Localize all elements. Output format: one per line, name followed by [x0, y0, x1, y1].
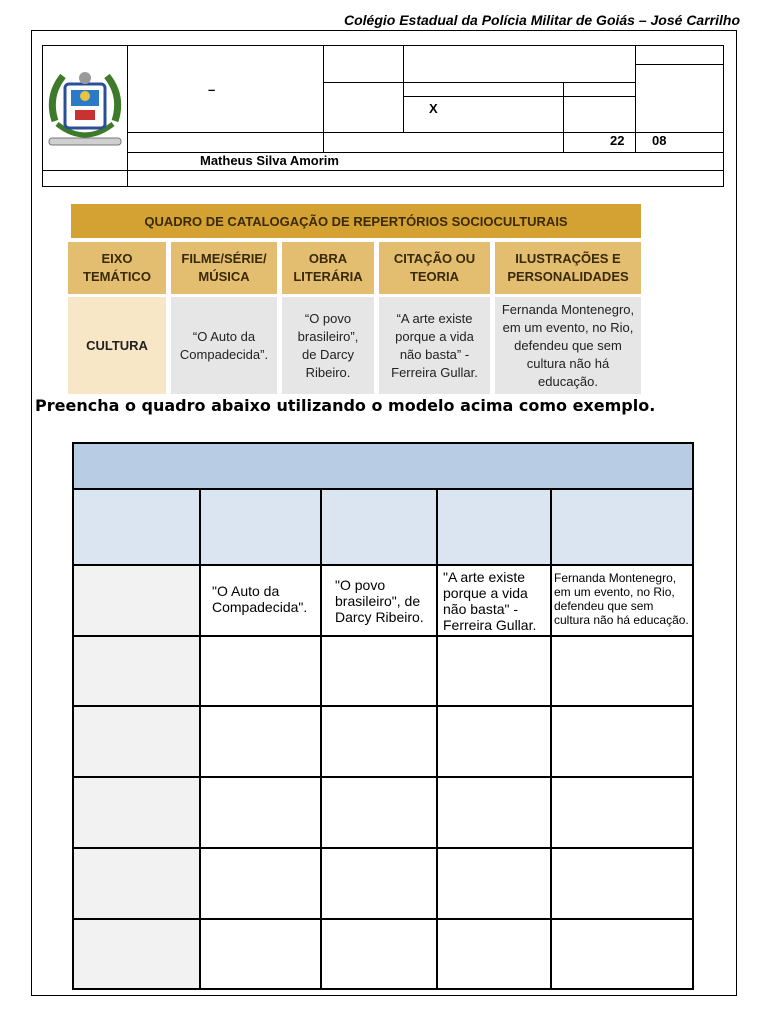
- catalog-cell-filme: “O Auto da Compadecida”.: [171, 297, 277, 394]
- row-label-cell[interactable]: [74, 637, 199, 705]
- catalog-header-obra: OBRA LITERÁRIA: [282, 242, 374, 294]
- school-name: Colégio Estadual da Polícia Militar de Goiás – José Carrilho: [344, 12, 740, 28]
- row-label-cell[interactable]: [74, 849, 199, 918]
- instruction-text: Preencha o quadro abaixo utilizando o modelo acima como exemplo.: [35, 396, 656, 415]
- row-label-cell[interactable]: [74, 920, 199, 988]
- catalog-cell-eixo: CULTURA: [68, 297, 166, 394]
- catalog-header-filme: FILME/SÉRIE/ MÚSICA: [171, 242, 277, 294]
- catalog-header-citacao: CITAÇÃO OU TEORIA: [379, 242, 490, 294]
- catalog-cell-ilustracoes: Fernanda Montenegro, em um evento, no Rio, defendeu que sem cultura não há educação.: [495, 297, 641, 394]
- sample-catalog-table: [68, 204, 641, 394]
- student-name: Matheus Silva Amorim: [200, 153, 339, 168]
- table-cell-filme[interactable]: "O Auto da Compadecida".: [212, 583, 308, 615]
- catalog-header-eixo: EIXO TEMÁTICO: [68, 242, 166, 294]
- date-day: 22: [610, 133, 625, 148]
- table-cell-obra[interactable]: "O povo brasileiro", de Darcy Ribeiro.: [335, 577, 424, 625]
- row-label-cell[interactable]: [74, 778, 199, 847]
- catalog-header-ilustracoes: ILUSTRAÇÕES E PERSONALIDADES: [495, 242, 641, 294]
- header-box: [42, 45, 724, 187]
- header-cell: [322, 490, 436, 564]
- table-cell-ilustracoes[interactable]: Fernanda Montenegro, em um evento, no Rio, defendeu que sem cultura não há educação.: [554, 571, 689, 627]
- fill-in-table: [72, 442, 694, 990]
- catalog-cell-citacao: “A arte existe porque a vida não basta” - Ferreira Gullar.: [379, 297, 490, 394]
- header-cell: [74, 490, 199, 564]
- table-title-band: [74, 444, 692, 488]
- header-cell: [438, 490, 550, 564]
- catalog-cell-obra: “O povo brasileiro”, de Darcy Ribeiro.: [282, 297, 374, 394]
- row-label-cell[interactable]: [74, 707, 199, 776]
- row-label-cell[interactable]: [74, 566, 199, 635]
- header-cell: [552, 490, 692, 564]
- date-month: 08: [652, 133, 667, 148]
- school-emblem-logo: [45, 66, 125, 156]
- table-cell-citacao[interactable]: "A arte existe porque a vida não basta" - Ferreira Gullar.: [443, 569, 537, 633]
- catalog-title: QUADRO DE CATALOGAÇÃO DE REPERTÓRIOS SOCIOCULTURAIS: [71, 204, 641, 238]
- checkbox-mark: X: [429, 101, 438, 116]
- header-cell: [201, 490, 320, 564]
- header-dash: –: [208, 82, 216, 97]
